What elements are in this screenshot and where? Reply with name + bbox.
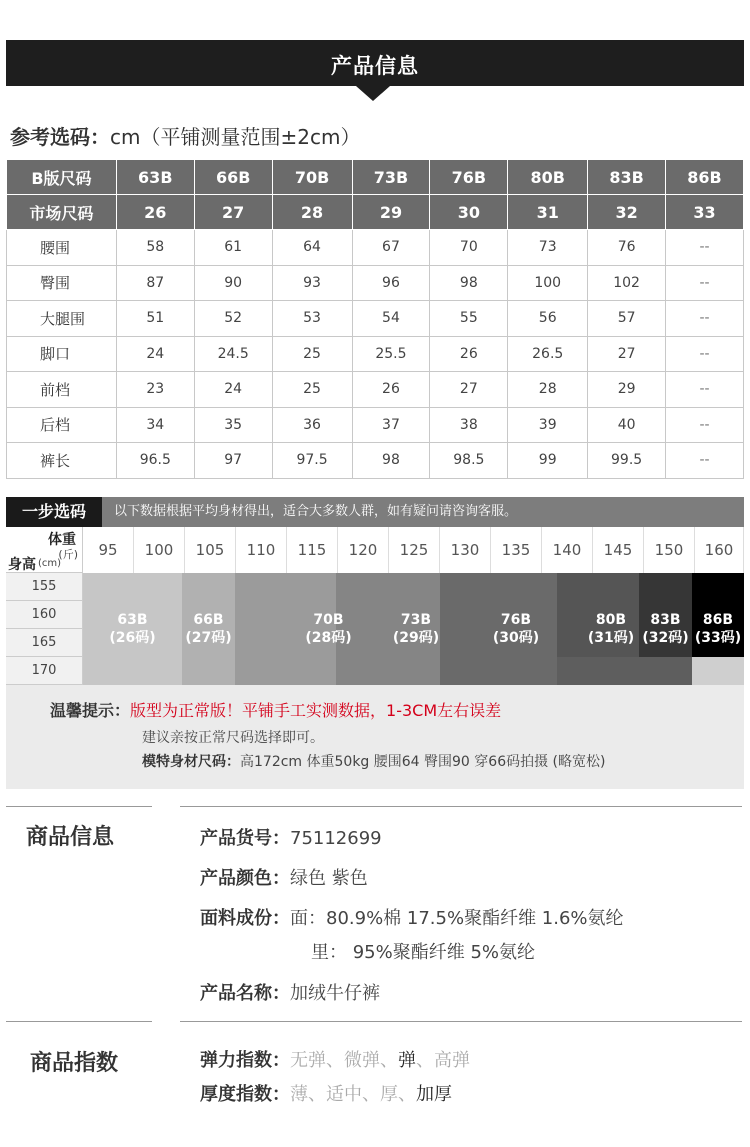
band-code: (26码) (109, 630, 156, 646)
measurement-value: 99.5 (588, 443, 666, 479)
product-info-title: 商品信息 (26, 825, 115, 850)
tip-warning: 版型为正常版！平铺手工实测数据，1-3CM左右误差 (130, 701, 502, 720)
measurement-value: 25 (272, 372, 352, 408)
index-separator: 、 (308, 1084, 326, 1105)
weight-axis-unit: (斤) (58, 548, 78, 561)
measurement-value: 57 (588, 301, 666, 337)
height-header-cell: 160 (6, 601, 83, 629)
size-band-label (576, 611, 646, 647)
measurement-value: 97.5 (272, 443, 352, 479)
product-index-title: 商品指数 (30, 1051, 119, 1076)
measurement-label: 脚口 (7, 336, 117, 372)
measurement-value: -- (666, 301, 744, 337)
measurement-value: 97 (194, 443, 272, 479)
measurement-value: 98.5 (430, 443, 508, 479)
reference-size-note: cm（平铺测量范围±2cm） (110, 125, 361, 149)
measurement-value: 27 (430, 372, 508, 408)
band-size: 86B (702, 612, 734, 628)
product-name-label: 产品名称： (200, 983, 290, 1004)
height-axis-label: 身高 (8, 557, 36, 573)
measurement-value: 24 (194, 372, 272, 408)
index-option: 弹 (398, 1050, 416, 1071)
grid-corner (6, 527, 83, 573)
band-code: (30码) (492, 630, 540, 646)
band-code: (33码) (694, 630, 742, 646)
measurement-value: 58 (116, 230, 194, 266)
weight-header-cell: 140 (542, 527, 593, 573)
b-size-cell: 83B (588, 160, 666, 195)
weight-header-cell: 115 (287, 527, 338, 573)
measurement-value: 87 (116, 265, 194, 301)
measurement-value: 98 (352, 443, 430, 479)
band-size: 63B (117, 612, 148, 628)
measurement-value: 90 (194, 265, 272, 301)
section-banner (6, 40, 744, 86)
measurement-value: 36 (272, 407, 352, 443)
measurement-value: 34 (116, 407, 194, 443)
index-separator: 、 (326, 1050, 344, 1071)
measurement-value: -- (666, 372, 744, 408)
measurement-value: 56 (508, 301, 588, 337)
measurement-value: -- (666, 407, 744, 443)
divider (180, 806, 742, 807)
measurement-row (7, 230, 744, 266)
measurement-value: 98 (430, 265, 508, 301)
weight-header-cell: 150 (644, 527, 695, 573)
measurement-value: 96.5 (116, 443, 194, 479)
banner-title: 产品信息 (331, 54, 419, 78)
measurement-value: 35 (194, 407, 272, 443)
band-code: (27码) (185, 630, 232, 646)
measurement-value: 24.5 (194, 336, 272, 372)
size-band-step (440, 657, 557, 685)
measurement-row (7, 443, 744, 479)
height-header-cell: 165 (6, 629, 83, 657)
market-size-cell: 29 (352, 195, 430, 230)
measurement-label: 裤长 (7, 443, 117, 479)
tip-suggestion: 建议亲按正常尺码选择即可。 (142, 730, 324, 746)
step-selection-label: 一步选码 (6, 497, 102, 527)
measurement-value: 93 (272, 265, 352, 301)
market-size-cell: 32 (588, 195, 666, 230)
measurement-value: -- (666, 336, 744, 372)
product-color-row (200, 864, 368, 890)
market-size-cell: 31 (508, 195, 588, 230)
measurement-value: 25 (272, 336, 352, 372)
product-code-value: 75112699 (290, 828, 382, 849)
measurement-value: 40 (588, 407, 666, 443)
band-size: 83B (650, 612, 681, 628)
market-size-row (7, 195, 744, 230)
measurement-label: 后档 (7, 407, 117, 443)
product-color-value: 绿色 紫色 (290, 868, 368, 889)
measurement-row (7, 301, 744, 337)
measurement-value: -- (666, 265, 744, 301)
b-size-cell: 66B (194, 160, 272, 195)
thickness-index-label: 厚度指数： (200, 1084, 290, 1105)
measurement-row (7, 265, 744, 301)
weight-header-cell: 125 (389, 527, 440, 573)
measurement-label: 大腿围 (7, 301, 117, 337)
measurement-value: 61 (194, 230, 272, 266)
index-option: 加厚 (416, 1084, 452, 1105)
measurement-label: 前档 (7, 372, 117, 408)
measurement-value: 28 (508, 372, 588, 408)
market-size-cell: 26 (116, 195, 194, 230)
measurement-value: 55 (430, 301, 508, 337)
market-size-cell: 27 (194, 195, 272, 230)
size-band-label (182, 611, 235, 647)
height-axis-unit: (cm) (38, 558, 62, 569)
measurement-value: 27 (588, 336, 666, 372)
measurement-value: 25.5 (352, 336, 430, 372)
measurement-value: 29 (588, 372, 666, 408)
tips-panel (6, 685, 744, 789)
product-fabric-row (200, 904, 624, 930)
band-size: 76B (500, 612, 532, 628)
measurement-value: 24 (116, 336, 194, 372)
market-size-cell: 33 (666, 195, 744, 230)
thickness-index-options (290, 1084, 452, 1105)
index-separator: 、 (380, 1050, 398, 1071)
measurement-value: 70 (430, 230, 508, 266)
measurement-value: 52 (194, 301, 272, 337)
measurement-value: 26 (352, 372, 430, 408)
measurement-value: 37 (352, 407, 430, 443)
measurement-value: 23 (116, 372, 194, 408)
product-fabric-label: 面料成份： (200, 908, 290, 929)
measurement-value: 99 (508, 443, 588, 479)
model-size-label: 模特身材尺码： (142, 754, 240, 770)
product-fabric-inner-row (311, 938, 535, 964)
size-band-step (557, 657, 692, 685)
step-selection-description: 以下数据根据平均身材得出，适合大多数人群，如有疑问请咨询客服。 (114, 504, 518, 519)
band-code: (32码) (642, 630, 689, 646)
measurement-row (7, 336, 744, 372)
product-name-value: 加绒牛仔裤 (290, 983, 380, 1004)
weight-header-cell: 105 (185, 527, 236, 573)
b-size-cell: 70B (272, 160, 352, 195)
size-band-label (692, 611, 744, 647)
b-size-row (7, 160, 744, 195)
measurement-value: 96 (352, 265, 430, 301)
product-code-row (200, 824, 382, 850)
measurement-value: 26 (430, 336, 508, 372)
elastic-index-options (290, 1050, 470, 1071)
index-option: 适中 (326, 1084, 362, 1105)
measurement-value: 73 (508, 230, 588, 266)
measurement-value: 39 (508, 407, 588, 443)
weight-header-cell: 95 (83, 527, 134, 573)
size-band-label (639, 611, 692, 647)
weight-header-cell: 120 (338, 527, 389, 573)
size-band-label (366, 611, 466, 647)
band-code: (31码) (587, 630, 635, 646)
height-header-cell: 170 (6, 657, 83, 685)
divider (6, 1021, 152, 1022)
elastic-index-label: 弹力指数： (200, 1050, 290, 1071)
product-fabric-outer: 面：80.9%棉 17.5%聚酯纤维 1.6%氨纶 (290, 908, 624, 929)
market-size-cell: 30 (430, 195, 508, 230)
tip-model-line (142, 751, 605, 771)
band-size: 80B (595, 612, 627, 628)
size-band-label (461, 611, 571, 647)
measurement-value: 67 (352, 230, 430, 266)
divider (180, 1021, 742, 1022)
b-size-cell: 86B (666, 160, 744, 195)
band-code: (29码) (392, 630, 440, 646)
market-size-cell: 28 (272, 195, 352, 230)
measurement-value: -- (666, 443, 744, 479)
weight-header-cell: 145 (593, 527, 644, 573)
measurement-value: 64 (272, 230, 352, 266)
weight-header-cell: 160 (695, 527, 744, 573)
measurement-label: 腰围 (7, 230, 117, 266)
product-fabric-inner: 里： 95%聚酯纤维 5%氨纶 (311, 942, 536, 963)
index-separator: 、 (398, 1084, 416, 1105)
thickness-index-row (200, 1080, 452, 1106)
measurement-value: 76 (588, 230, 666, 266)
index-option: 高弹 (434, 1050, 470, 1071)
b-size-cell: 76B (430, 160, 508, 195)
measurement-value: -- (666, 230, 744, 266)
size-table (6, 159, 744, 479)
measurement-value: 102 (588, 265, 666, 301)
divider (6, 806, 152, 807)
index-separator: 、 (416, 1050, 434, 1071)
b-size-cell: 63B (116, 160, 194, 195)
b-size-cell: 80B (508, 160, 588, 195)
measurement-label: 臀围 (7, 265, 117, 301)
measurement-value: 51 (116, 301, 194, 337)
weight-axis-label: 体重 (48, 532, 76, 548)
measurement-row (7, 407, 744, 443)
weight-header-cell: 130 (440, 527, 491, 573)
index-option: 无弹 (290, 1050, 326, 1071)
b-size-label: B版尺码 (7, 160, 117, 195)
product-code-label: 产品货号： (200, 828, 290, 849)
product-name-row (200, 979, 380, 1005)
weight-header-cell: 110 (236, 527, 287, 573)
measurement-value: 38 (430, 407, 508, 443)
index-option: 微弹 (344, 1050, 380, 1071)
index-option: 厚 (380, 1084, 398, 1105)
band-size: 70B (313, 612, 344, 628)
measurement-value: 100 (508, 265, 588, 301)
height-header-cell: 155 (6, 573, 83, 601)
measurement-value: 26.5 (508, 336, 588, 372)
elastic-index-row (200, 1046, 470, 1072)
size-selection-grid (6, 527, 744, 685)
band-size: 66B (193, 612, 224, 628)
product-color-label: 产品颜色： (200, 868, 290, 889)
band-code: (28码) (305, 630, 352, 646)
tip-label: 温馨提示： (50, 701, 131, 720)
reference-size-title (10, 121, 360, 150)
measurement-value: 54 (352, 301, 430, 337)
weight-header-cell: 100 (134, 527, 185, 573)
weight-header-cell: 135 (491, 527, 542, 573)
size-band-step (692, 657, 744, 685)
index-separator: 、 (362, 1084, 380, 1105)
market-size-label: 市场尺码 (7, 195, 117, 230)
index-option: 薄 (290, 1084, 308, 1105)
step-selection-header (6, 497, 744, 527)
band-size: 73B (400, 612, 432, 628)
model-size-text: 高172cm 体重50kg 腰围64 臀围90 穿66码拍摄 (略宽松) (240, 754, 606, 770)
banner-arrow (356, 86, 390, 101)
tip-warning-line (50, 698, 501, 721)
b-size-cell: 73B (352, 160, 430, 195)
measurement-value: 53 (272, 301, 352, 337)
reference-size-label: 参考选码： (10, 125, 110, 149)
size-band-label (83, 611, 182, 647)
measurement-row (7, 372, 744, 408)
